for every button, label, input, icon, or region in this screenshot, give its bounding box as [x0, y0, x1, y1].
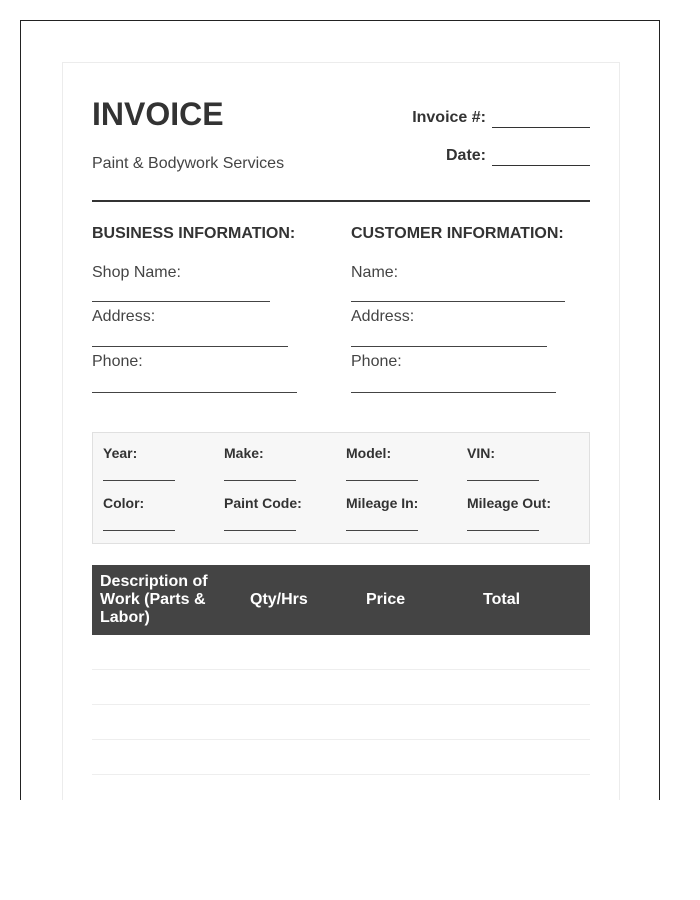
mileage-in-label: Mileage In: [346, 495, 419, 511]
color-blank[interactable] [103, 530, 175, 531]
invoice-number-blank[interactable] [492, 111, 590, 128]
make-label: Make: [224, 445, 264, 461]
model-blank[interactable] [346, 480, 418, 481]
mileage-out-label: Mileage Out: [467, 495, 552, 511]
column-total: Total [483, 591, 521, 608]
color-label: Color: [103, 495, 145, 511]
customer-phone-blank[interactable] [351, 392, 556, 393]
year-label: Year: [103, 445, 138, 461]
shop-name-blank[interactable] [92, 301, 270, 302]
customer-name-label: Name: [351, 264, 399, 281]
paint-code-blank[interactable] [224, 530, 296, 531]
date-field[interactable] [446, 146, 590, 166]
invoice-subtitle: Paint & Bodywork Services [92, 155, 285, 172]
year-blank[interactable] [103, 480, 175, 481]
model-label: Model: [346, 445, 392, 461]
table-row[interactable] [92, 669, 590, 670]
customer-name-blank[interactable] [351, 301, 565, 302]
column-description: Description of Work (Parts & Labor) [100, 573, 208, 626]
table-row[interactable] [92, 739, 590, 740]
page-title: INVOICE [92, 96, 224, 132]
column-price: Price [366, 591, 406, 608]
vin-label: VIN: [467, 445, 495, 461]
mileage-out-blank[interactable] [467, 530, 539, 531]
shop-name-label: Shop Name: [92, 264, 181, 281]
make-blank[interactable] [224, 480, 296, 481]
customer-phone-label: Phone: [351, 353, 402, 370]
customer-address-label: Address: [351, 308, 415, 325]
vehicle-info-box [92, 432, 590, 544]
customer-info-heading: CUSTOMER INFORMATION: [351, 225, 564, 242]
table-row[interactable] [92, 704, 590, 705]
invoice-number-field[interactable] [412, 108, 590, 128]
business-phone-label: Phone: [92, 353, 143, 370]
table-row[interactable] [92, 774, 590, 775]
vin-blank[interactable] [467, 480, 539, 481]
customer-address-blank[interactable] [351, 346, 547, 347]
date-label: Date: [445, 147, 486, 164]
business-info-heading: BUSINESS INFORMATION: [92, 225, 296, 242]
invoice-number-label: Invoice #: [412, 109, 486, 126]
mileage-in-blank[interactable] [346, 530, 418, 531]
work-table-header [92, 565, 590, 635]
business-phone-blank[interactable] [92, 392, 297, 393]
column-qty-hrs: Qty/Hrs [250, 591, 308, 608]
business-address-label: Address: [92, 308, 156, 325]
paint-code-label: Paint Code: [224, 495, 302, 511]
date-blank[interactable] [492, 149, 590, 166]
header-divider [92, 200, 590, 202]
business-address-blank[interactable] [92, 346, 288, 347]
